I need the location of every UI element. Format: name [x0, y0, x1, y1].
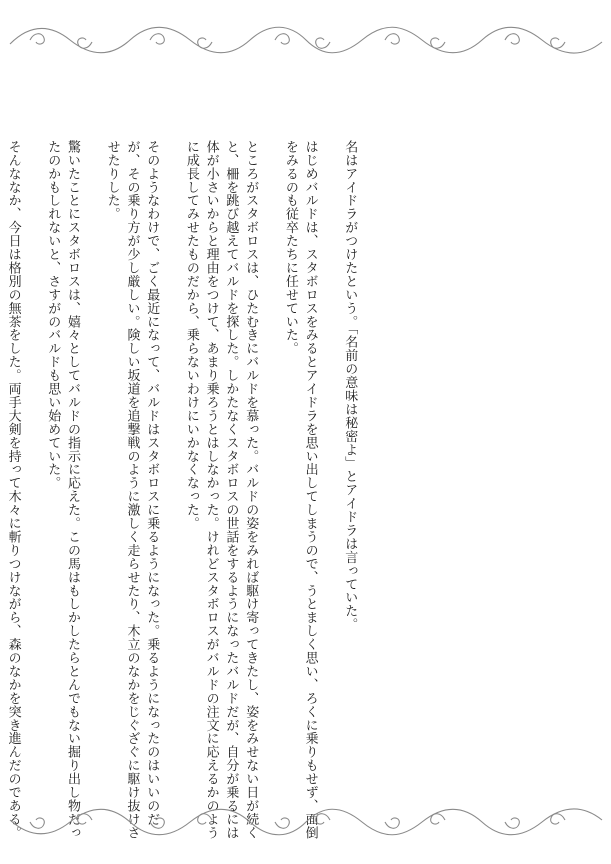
vine-ornament-icon: [10, 27, 602, 53]
vertical-text-body: [0, 140, 379, 840]
paragraph-1: 名はアイドラがつけたという。「名前の意味は秘密よ」とアイドラは言っていた。: [342, 140, 358, 632]
paragraph-4: そのようなわけで、ごく最近になって、バルドはスタボロスに乗るようになった。乗るようになったのはいいのだが、その乗り方が少し厳しい。険しい坂道を追撃戦のように激しく走らせたり、木立のなかをじぐざぐに駆け抜けさせたりした。: [104, 140, 160, 840]
paragraph-2: はじめバルドは、スタボロスをみるとアイドラを思い出してしまうので、うとましく思い、ろくに乗りもせず、面倒をみるのも従卒たちに任せていた。: [282, 140, 318, 840]
paragraph-6: そんななか、今日は格別の無茶をした。両手大剣を持って木々に斬りつけながら、森のなかを突き進んだのである。: [5, 140, 21, 840]
bottom-ornament: [0, 800, 611, 844]
top-ornament: [0, 18, 611, 62]
vine-ornament-icon: [10, 809, 602, 835]
paragraph-3: ところがスタボロスは、ひたむきにバルドを慕った。バルドの姿をみれば駆け寄ってきたし、姿をみせない日が続くと、柵を跳び越えてバルドを探した。しかたなくスタボロスの世話をするようになったバルドだが、自分が乗るには体が小さいからと理由をつけて、あまり乗ろうとはしなかった。けれどスタボロスがバルドの注文に応えるかのように成長してみせたものだから、乗らないわけにいかなくなった。: [183, 140, 259, 840]
paragraph-5: 驚いたことにスタボロスは、嬉々としてバルドの指示に応えた。この馬はもしかしたらとんでもない掘り出し物だったのかもしれないと、さすがのバルドも思い始めていた。: [45, 140, 81, 840]
